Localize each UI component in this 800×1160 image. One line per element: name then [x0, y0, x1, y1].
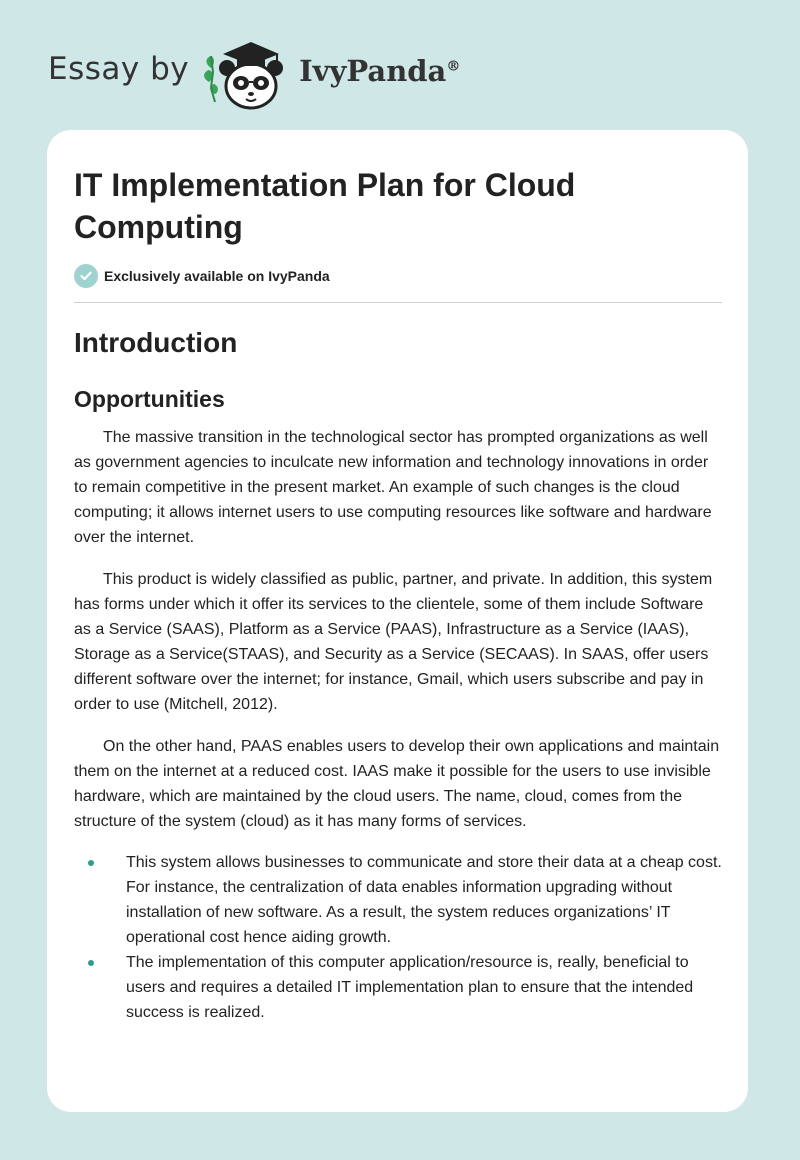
essay-card	[47, 130, 748, 1112]
exclusive-label: Exclusively available on IvyPanda	[104, 268, 330, 284]
brand-name: IvyPanda®	[299, 54, 461, 88]
bullet-list	[74, 850, 722, 1025]
subsection-heading: Opportunities	[74, 386, 225, 412]
bullet-icon	[88, 960, 94, 966]
exclusive-badge	[74, 262, 722, 290]
paragraph: This product is widely classified as public, partner, and private. In addition, this system has forms under which it offer its services to the clientele, some of them include Software as a Service (SAAS), Platform as a Service (PAAS), Infrastructure as a Service (IAAS), Storage as a Service(STAAS), and Security as a Service (SECAAS). In SAAS, offer users different software over the internet; for instance, Gmail, which users subscribe and pay in order to use (Mitchell, 2012).	[74, 571, 713, 713]
essay-title: IT Implementation Plan for Cloud Computing	[74, 167, 576, 245]
list-item-text: This system allows businesses to communicate and store their data at a cheap cost. For instance, the centralization of data enables information upgrading without installation of new software. As a result, the system reduces organizations’ IT operational cost hence aiding growth.	[126, 854, 722, 946]
section-heading: Introduction	[74, 327, 238, 358]
essay-by-label: Essay by	[48, 51, 190, 87]
paragraph: The massive transition in the technological sector has prompted organizations as well as government agencies to inculcate new information and technology innovations in order to remain competitive in the present market. An example of such changes is the cloud computing; it allows internet users to use computing resources like software and hardware over the internet.	[74, 429, 712, 546]
list-item	[74, 850, 722, 950]
site-header	[48, 32, 528, 112]
bullet-icon	[88, 860, 94, 866]
ivypanda-logo-icon	[201, 32, 293, 112]
divider	[74, 302, 722, 303]
list-item	[74, 950, 722, 1025]
paragraph: On the other hand, PAAS enables users to develop their own applications and maintain them on the internet at a reduced cost. IAAS make it possible for the users to use invisible hardware, which are maintained by the cloud users. The name, cloud, comes from the structure of the system (cloud) as it has many forms of services.	[74, 738, 720, 830]
check-icon	[74, 264, 98, 288]
list-item-text: The implementation of this computer application/resource is, really, beneficial to users and requires a detailed IT implementation plan to ensure that the intended success is realized.	[126, 954, 694, 1021]
